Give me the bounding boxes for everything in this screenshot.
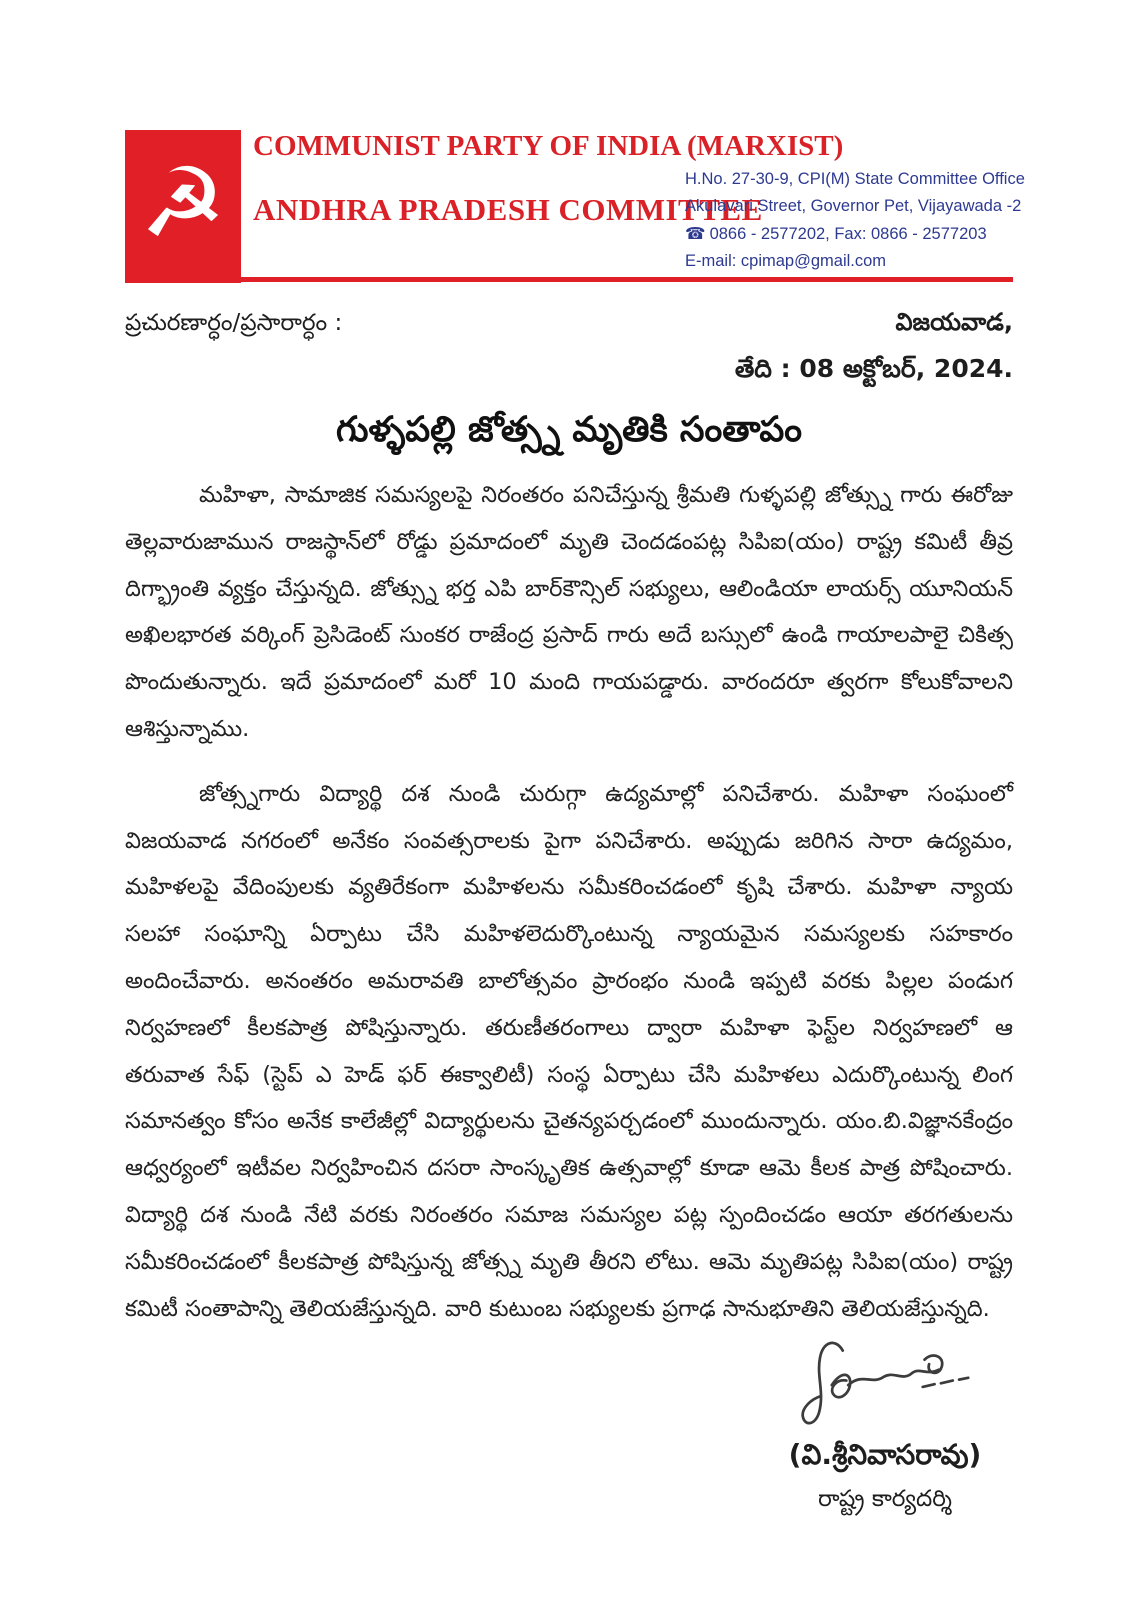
contact-address-line1: H.No. 27-30-9, CPI(M) State Committee Office <box>685 170 1025 188</box>
signatory-role: రాష్ట్ర కార్యదర్శి <box>818 1486 952 1513</box>
letterhead <box>125 130 1025 290</box>
letter-body <box>125 308 1013 1518</box>
signature-image <box>785 1336 995 1436</box>
contact-block <box>685 166 1025 275</box>
meta-row <box>125 308 1013 342</box>
paragraph-2: జోత్స్నగారు విద్యార్థి దశ నుండి చురుగ్గా ఉద్యమాల్లో పనిచేశారు. మహిళా సంఘంలో విజయవాడ నగరంలో అనేకం సంవత్సరాలకు పైగా పనిచేశారు. అప్పుడు జరిగిన సారా ఉద్యమం, మహిళలపై వేదింపులకు వ్యతిరేకంగా మహిళలను సమీకరించడంలో కృషి చేశారు. మహిళా న్యాయ సలహా సంఘాన్ని ఏర్పాటు చేసి మహిళలెదుర్కొంటున్న న్యాయమైన సమస్యలకు సహకారం అందించేవారు. అనంతరం అమరావతి బాలోత్సవం ప్రారంభం నుండి ఇప్పటి వరకు పిల్లల పండుగ నిర్వహణలో కీలకపాత్ర పోషిస్తున్నారు. తరుణీతరంగాలు ద్వారా మహిళా ఫెస్ట్‌ల నిర్వహణలో ఆ తరువాత సేఫ్ (స్టెప్ ఎ హెడ్ ఫర్ ఈక్వాలిటీ) సంస్థ ఏర్పాటు చేసి మహిళలు ఎదుర్కొంటున్న లింగ సమానత్వం కోసం అనేక కాలేజీల్లో విద్యార్థులను చైతన్యపర్చడంలో ముందున్నారు. యం.బి.విజ్ఞానకేంద్రం ఆధ్వర్యంలో ఇటీవల నిర్వహించిన దసరా సాంస్కృతిక ఉత్సవాల్లో కూడా ఆమె కీలక పాత్ర పోషించారు. విద్యార్థి దశ నుండి నేటి వరకు నిరంతరం సమాజ సమస్యల పట్ల స్పందించడం ఆయా తరగతులను సమీకరించడంలో కీలకపాత్ర పోషిస్తున్న జోత్స్న మృతి తీరని లోటు. ఆమె మృతిపట్ల సిపిఐ(యం) రాష్ట్ర కమిటీ సంతాపాన్ని తెలియజేస్తున్నది. వారి కుటుంబ సభ్యులకు ప్రగాఢ సానుభూతిని తెలియజేస్తున్నది. <box>125 780 1013 1322</box>
phone-icon: ☎ <box>685 224 706 243</box>
paragraph-1: మహిళా, సామాజిక సమస్యలపై నిరంతరం పనిచేస్తున్న శ్రీమతి గుళ్ళపల్లి జోత్స్ను గారు ఈరోజు తెల్లవారుజామున రాజస్థాన్‌లో రోడ్డు ప్రమాదంలో మృతి చెందడంపట్ల సిపిఐ(యం) రాష్ట్ర కమిటీ తీవ్ర దిగ్భ్రాంతి వ్యక్తం చేస్తున్నది. జోత్స్ను భర్త ఎపి బార్‌కౌన్సిల్ సభ్యులు, ఆలిండియా లాయర్స్ యూనియన్ అఖిలభారత వర్కింగ్ ప్రెసిడెంట్ సుంకర రాజేంద్ర ప్రసాద్ గారు అదే బస్సులో ఉండి గాయాలపాలై చికిత్స పొందుతున్నారు. ఇదే ప్రమాదంలో మరో 10 మంది గాయపడ్డారు. వారందరూ త్వరగా కోలుకోవాలని ఆశిస్తున్నాము. <box>125 482 1013 742</box>
phone-numbers: 0866 - 2577202, Fax: 0866 - 2577203 <box>709 225 987 243</box>
signatory-name: (వి.శ్రీనివాసరావు) <box>788 1438 982 1472</box>
place-label: విజయవాడ, <box>895 308 1013 336</box>
committee-name: ANDHRA PRADESH COMMITTEE <box>253 192 763 227</box>
header-divider <box>125 277 1013 282</box>
signature-block <box>125 1336 1013 1518</box>
party-name: COMMUNIST PARTY OF INDIA (MARXIST) <box>253 130 844 162</box>
purpose-label: ప్రచురణార్ధం/ప్రసారార్ధం : <box>125 310 343 336</box>
contact-phone-line <box>685 220 1015 248</box>
contact-address-line2: Akulavari Street, Governor Pet, Vijayawada -2 <box>685 197 1022 215</box>
hammer-and-sickle-icon: ☭ <box>139 146 227 259</box>
date-line: తేది : 08 అక్టోబర్, 2024. <box>734 354 1013 383</box>
letter-title: గుళ్ళపల్లి జోత్స్న మృతికి సంతాపం <box>335 410 803 450</box>
party-logo <box>125 130 241 283</box>
contact-email-line: E-mail: cpimap@gmail.com <box>685 252 887 270</box>
